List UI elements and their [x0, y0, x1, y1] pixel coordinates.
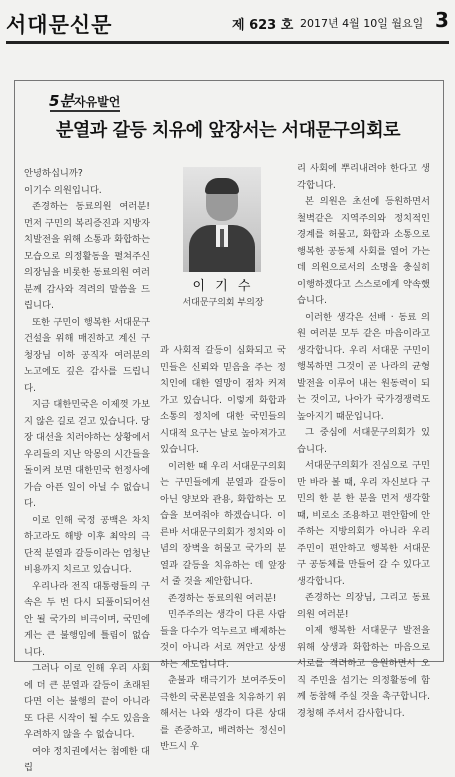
section-kicker	[49, 90, 120, 111]
paragraph: 민주주의는 생각이 다른 사람들을 다수가 억누르고 배제하는 것이 아니라 서로 껴안고 상생하는 제도입니다.	[160, 609, 286, 670]
paragraph: 또한 구민이 행복한 서대문구 건설을 위해 매진하고 계신 구청장님 이하 공직자 여러분의 노고에도 깊은 감사를 드립니다.	[24, 316, 150, 394]
article-column-3	[297, 161, 430, 722]
author-role: 서대문구의회 부의장	[182, 298, 264, 308]
newspaper-header	[0, 0, 455, 44]
paragraph: 이러한 생각은 선배 · 동료 의원 여러분 모두 같은 마음이라고 생각합니다. 우리 서대문 구민이 행복하면 그것이 곧 나라의 균형발전을 이루어 내는 원동력이 되는 것이고, 나아가 국가경쟁력도 높아지기 때문입니다.	[297, 311, 430, 422]
paragraph: 본 의원은 초선에 등원하면서 철벽같은 지역주의와 정치적인 경계를 허물고, 화합과 소통으로 행복한 공동체 사회를 열어 가는데 의원으로서의 소명을 충실히 이행하겠다고 스스로에게 약속했습니다.	[297, 196, 430, 306]
kicker-underline	[50, 110, 120, 112]
paragraph: 이러한 때 우리 서대문구의회는 구민들에게 분열과 갈등이 아닌 양보와 관용, 화합하는 모습을 보여줘야 하겠습니다. 이른바 서대문구의회가 정치와 이념의 장벽을 허물고 국가의 분열과 갈등을 치유하는 데 앞장 서 줄 것을 제안합니다.	[160, 460, 286, 587]
article-column-2	[160, 343, 286, 756]
paragraph: 춘불과 태극기가 보여주듯이 극한의 국론분열을 치유하기 위해서는 나와 생각이 다른 상대를 존중하고, 배려하는 정신이 반드시 우	[160, 675, 286, 752]
issue-date: 2017년 4월 10일 월요일	[300, 17, 424, 30]
paragraph: 서대문구의회가 진심으로 구민만 바라 볼 때, 우리 자신보다 구민의 한 분 한 분을 먼저 생각할 때, 비로소 조용하고 편안함에 안주하는 지방의회가 아니라 우리 주민이 편안하고 행복한 서대문구 공동체를 만들어 갈 수 있다고 생각합니다.	[297, 460, 430, 587]
paragraph: 이로 인해 국정 공백은 차치하고라도 해방 이후 최악의 극단적 분열과 갈등이라는 엄청난 비용까지 치르고 있습니다.	[24, 514, 150, 575]
paragraph: 과 사회적 갈등이 심화되고 국민들은 신뢰와 믿음을 주는 정치인에 대한 열망이 점차 커져가고 있습니다. 이렇게 화합과 소통의 정치에 대한 국민들의 시대적 요구는 날로 높아져가고 있습니다.	[160, 345, 286, 455]
author-caption	[160, 275, 286, 308]
paragraph: 이기수 의원입니다.	[24, 184, 102, 196]
issue-number: 제 623 호	[232, 18, 294, 33]
paragraph: 그러나 이로 인해 우리 사회에 더 큰 분열과 갈등이 초래된다면 이는 불행의 끝이 아니라 또 다른 시작이 될 수도 있음을 우려하지 않을 수 없습니다.	[24, 663, 150, 740]
paragraph: 지금 대한민국은 이제껏 가보지 않은 길로 걷고 있습니다. 당장 대선을 치러야하는 상황에서 우리들의 지난 악몽의 시간들을 돌이켜 보면 대한민국 헌정사에 가슴 아픈 일이 아닐 수 없습니다.	[24, 399, 150, 509]
author-photo	[183, 167, 261, 272]
paragraph: 그 중심에 서대문구의회가 있습니다.	[297, 427, 430, 455]
article-headline: 분열과 갈등 치유에 앞장서는 서대문구의회로	[56, 120, 400, 141]
paragraph: 존경하는 동료의원 여러분!	[168, 592, 277, 604]
page-number: 3	[435, 8, 449, 32]
paragraph: 존경하는 동료의원 여러분! 먼저 구민의 복리증진과 지방자치발전을 위해 소통과 화합하는 모습으로 의정활동을 펼쳐주신 의장님을 비롯한 동료의원 여러분께 감사와 격려의 말씀을 드립니다.	[24, 201, 150, 311]
author-name: 이 기 수	[192, 279, 254, 294]
kicker-prefix: 5분	[49, 92, 74, 110]
paragraph: 우리나라 전직 대통령들의 구속은 두 번 다시 되풀이되어선 안 될 국가의 비극이며, 국민에게는 큰 불행임에 틀림이 없습니다.	[24, 580, 150, 658]
paragraph: 안녕하십니까?	[24, 168, 83, 179]
paragraph: 이제 행복한 서대문구 발전을 위해 상생과 화합하는 마음으로 서로를 격려하고 응원하면서 오직 주민을 섬기는 의정활동에 함께 동참해 주실 것을 촉구합니다. 경청해 주셔서 감사합니다.	[297, 625, 430, 719]
paragraph: 여야 정치권에서는 첨예한 대립	[24, 745, 150, 773]
paragraph: 존경하는 의장님, 그리고 동료의원 여러분!	[297, 592, 430, 620]
header-rule	[6, 41, 449, 44]
article-column-1	[24, 166, 150, 777]
paragraph: 리 사회에 뿌리내려야 한다고 생각합니다.	[297, 163, 430, 191]
kicker-rest: 자유발언	[73, 95, 121, 109]
newspaper-name: 서대문신문	[6, 13, 113, 37]
